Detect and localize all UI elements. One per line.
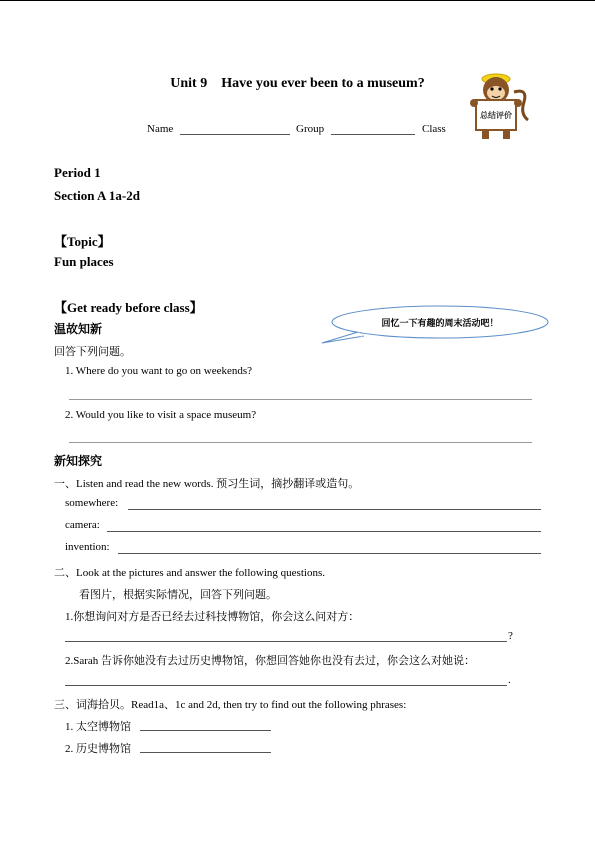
topic-heading: 【Topic】 — [54, 234, 111, 249]
phrase-1: 1. 太空博物馆 — [65, 721, 131, 733]
topic-value: Fun places — [54, 254, 114, 269]
part2-instruction-cn: 看图片，根据实际情况，回答下列问题。 — [79, 589, 277, 601]
top-rule — [0, 0, 595, 1]
prep-heading: 【Get ready before class】 — [54, 300, 203, 315]
part2-instruction: 二、Look at the pictures and answer the following questions. — [54, 567, 325, 579]
part2-question-2: 2.Sarah 告诉你她没有去过历史博物馆，你想回答她你也没有去过，你会这么对她说： — [65, 655, 476, 667]
word-camera: camera: — [65, 519, 100, 531]
word-invention-field[interactable] — [118, 553, 541, 554]
review-title: 温故知新 — [54, 322, 103, 336]
part1-instruction: 一、Listen and read the new words. 预习生词，摘抄翻译或造句。 — [54, 478, 360, 490]
group-label: Group — [296, 123, 325, 135]
class-label: Class — [422, 123, 446, 135]
phrase-2: 2. 历史博物馆 — [65, 743, 131, 755]
part2-question-1: 1.你想询问对方是否已经去过科技博物馆，你会这么问对方： — [65, 611, 360, 623]
group-field[interactable] — [331, 134, 415, 135]
part2-answer-1-end: ? — [508, 630, 513, 642]
phrase-2-field[interactable] — [140, 752, 271, 753]
name-label: Name — [147, 123, 174, 135]
word-camera-field[interactable] — [107, 531, 541, 532]
word-invention: invention: — [65, 541, 110, 553]
part2-answer-1[interactable] — [65, 641, 507, 642]
word-somewhere: somewhere: — [65, 497, 119, 509]
review-instruction: 回答下列问题。 — [54, 346, 131, 358]
speech-bubble-text: 回忆一下有趣的周末活动吧！ — [381, 319, 499, 329]
review-question-2: 2. Would you like to visit a space museum? — [65, 409, 257, 421]
part3-instruction: 三、词海拾贝。Read1a、1c and 2d, then try to find out the following phrases: — [54, 699, 407, 711]
title-unit: Unit 9 — [170, 76, 208, 91]
answer-line-1[interactable] — [69, 399, 532, 400]
review-question-1: 1. Where do you want to go on weekends? — [65, 365, 253, 377]
title-text: Have you ever been to a museum? — [221, 76, 425, 91]
new-knowledge-title: 新知探究 — [54, 454, 103, 468]
answer-line-2[interactable] — [69, 442, 532, 443]
period-label: Period 1 — [54, 165, 101, 180]
phrase-1-field[interactable] — [140, 730, 271, 731]
monkey-badge-icon — [466, 70, 532, 142]
part2-answer-2[interactable] — [65, 685, 507, 686]
name-field[interactable] — [180, 134, 290, 135]
word-somewhere-field[interactable] — [128, 509, 541, 510]
badge-label: 总结评价 — [480, 111, 512, 120]
part2-answer-2-end: . — [508, 674, 511, 686]
section-label: Section A 1a-2d — [54, 188, 140, 203]
